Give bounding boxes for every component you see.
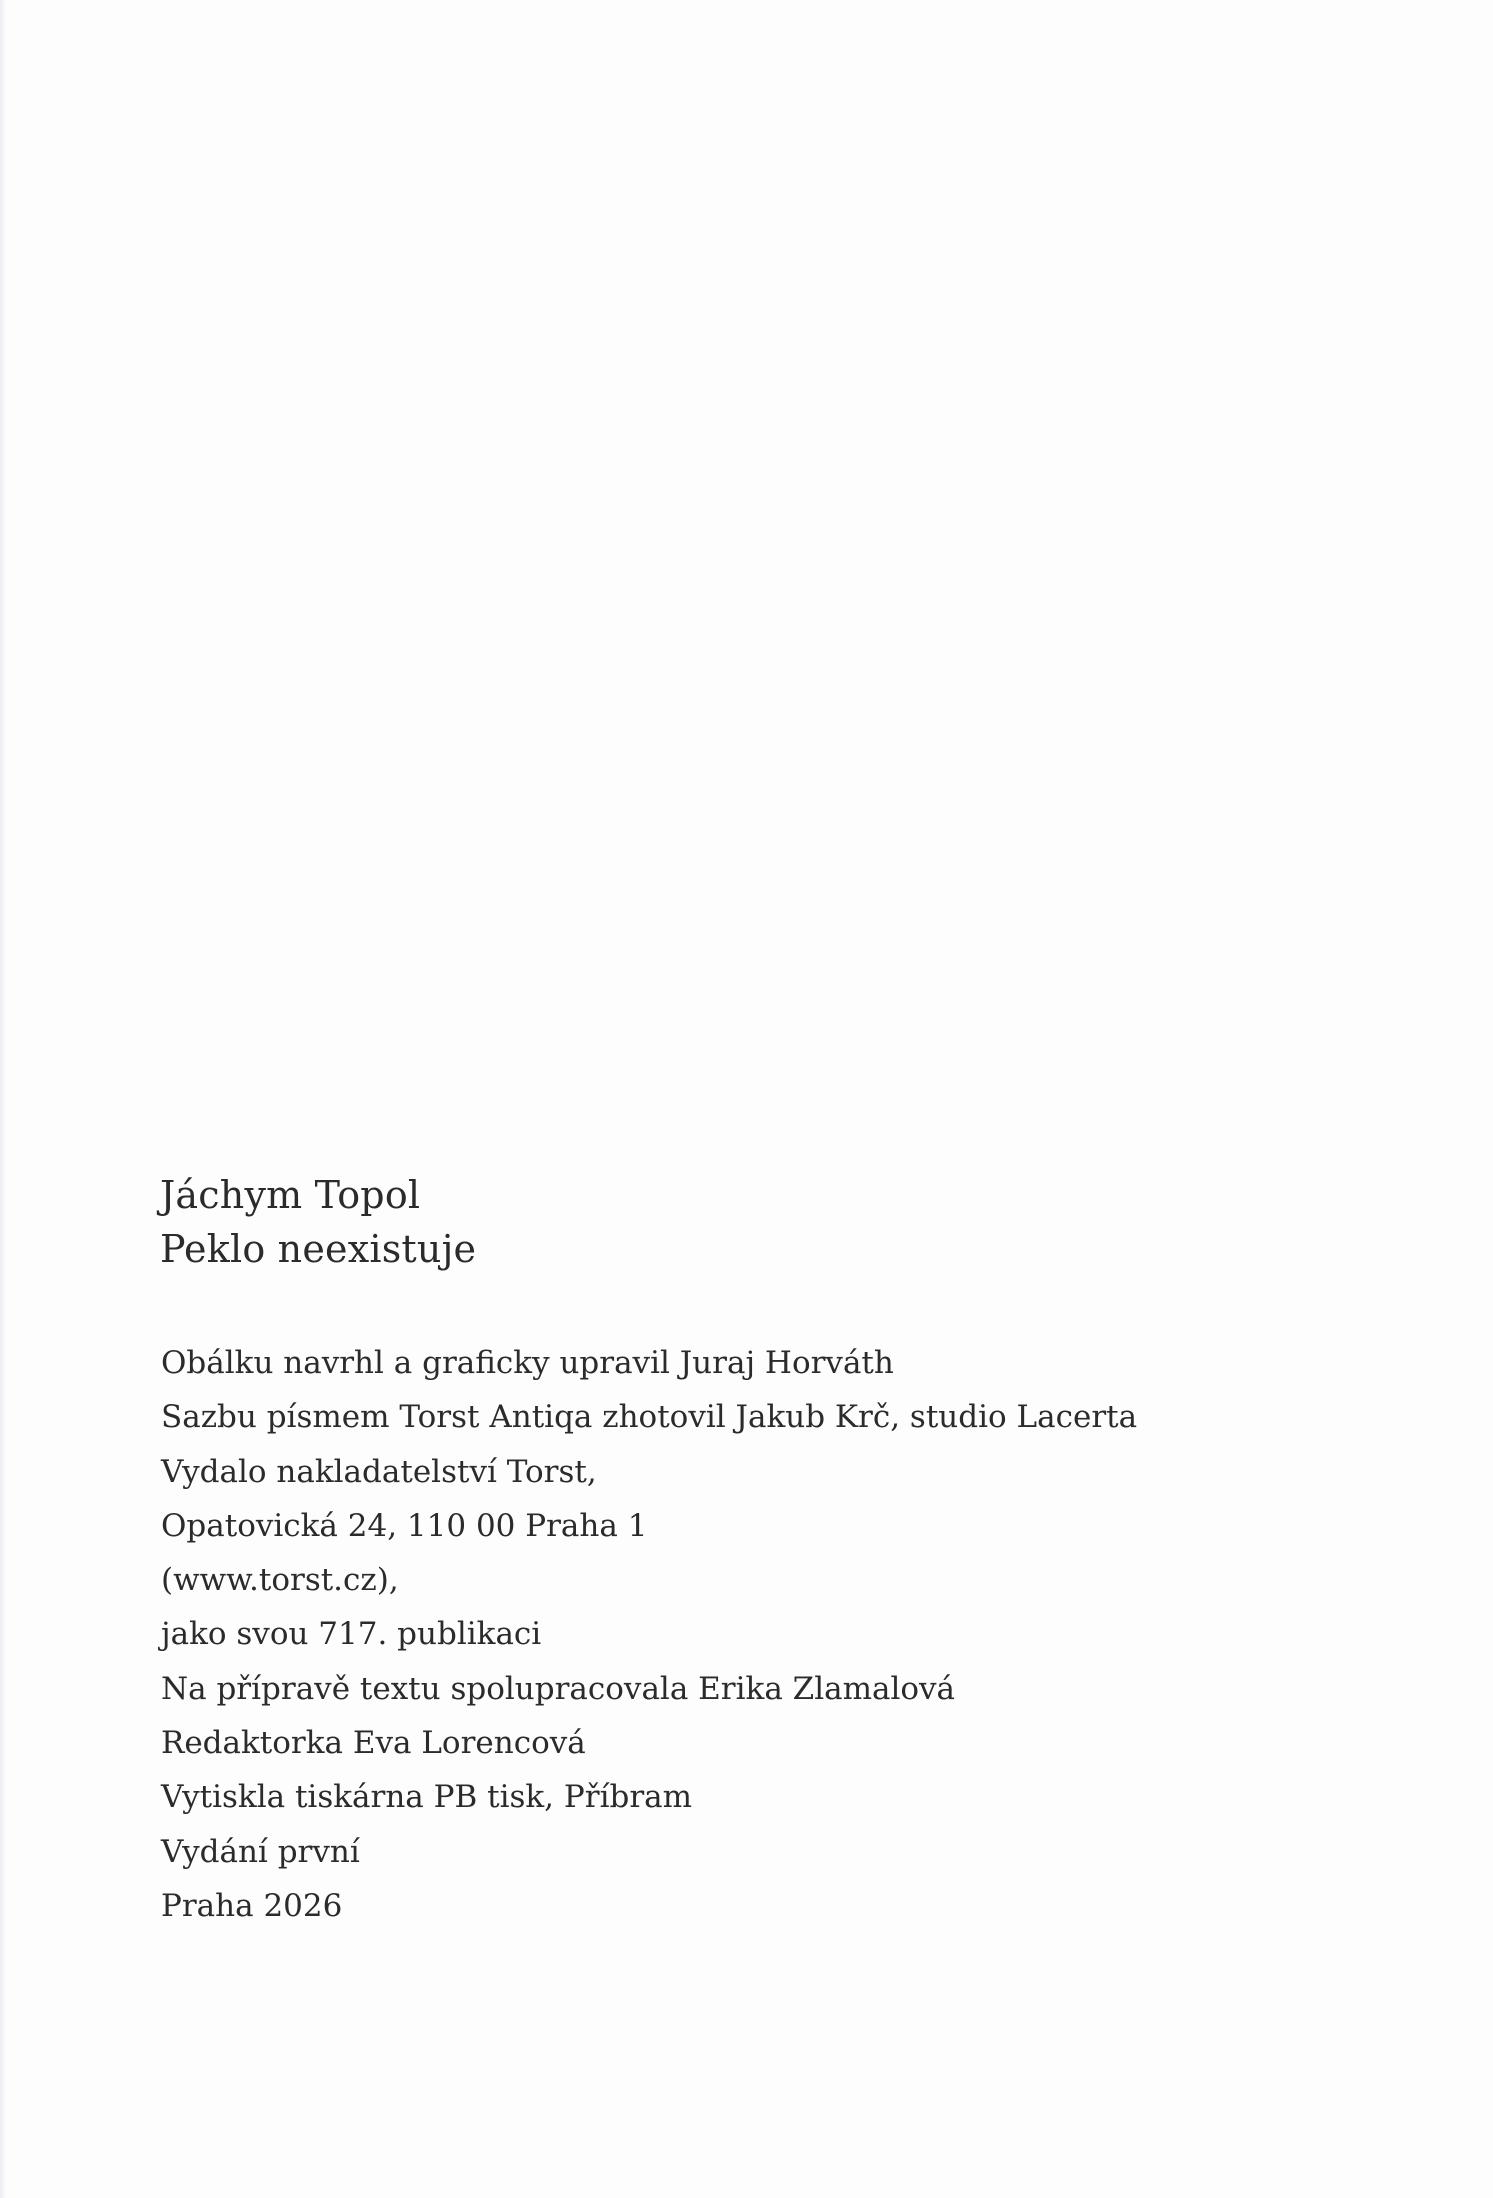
imprint-line-printer: Vytiskla tiskárna PB tisk, Příbram (161, 1779, 693, 1816)
imprint-line-editor: Redaktorka Eva Lorencová (161, 1725, 586, 1762)
imprint-line-address: Opatovická 24, 110 00 Praha 1 (161, 1507, 648, 1544)
imprint-line-text-preparation: Na přípravě textu spolupracovala Erika Zlamalová (161, 1670, 956, 1707)
imprint-line-website: (www.torst.cz), (161, 1562, 399, 1599)
page-edge-shadow (0, 0, 6, 2198)
imprint-block (161, 1336, 1137, 1933)
title-block (160, 1168, 476, 1276)
imprint-line-place-year: Praha 2026 (161, 1887, 343, 1924)
imprint-line-cover-design: Obálku navrhl a graficky upravil Juraj Horváth (161, 1345, 894, 1381)
book-title: Peklo neexistuje (160, 1227, 477, 1271)
imprint-line-typesetting: Sazbu písmem Torst Antiqa zhotovil Jakub Krč, studio Lacerta (161, 1399, 1138, 1436)
imprint-line-publication-number: jako svou 717. publikaci (161, 1616, 542, 1653)
author-name: Jáchym Topol (160, 1173, 421, 1217)
imprint-line-publisher: Vydalo nakladatelství Torst, (161, 1453, 597, 1490)
imprint-line-edition: Vydání první (161, 1833, 360, 1870)
